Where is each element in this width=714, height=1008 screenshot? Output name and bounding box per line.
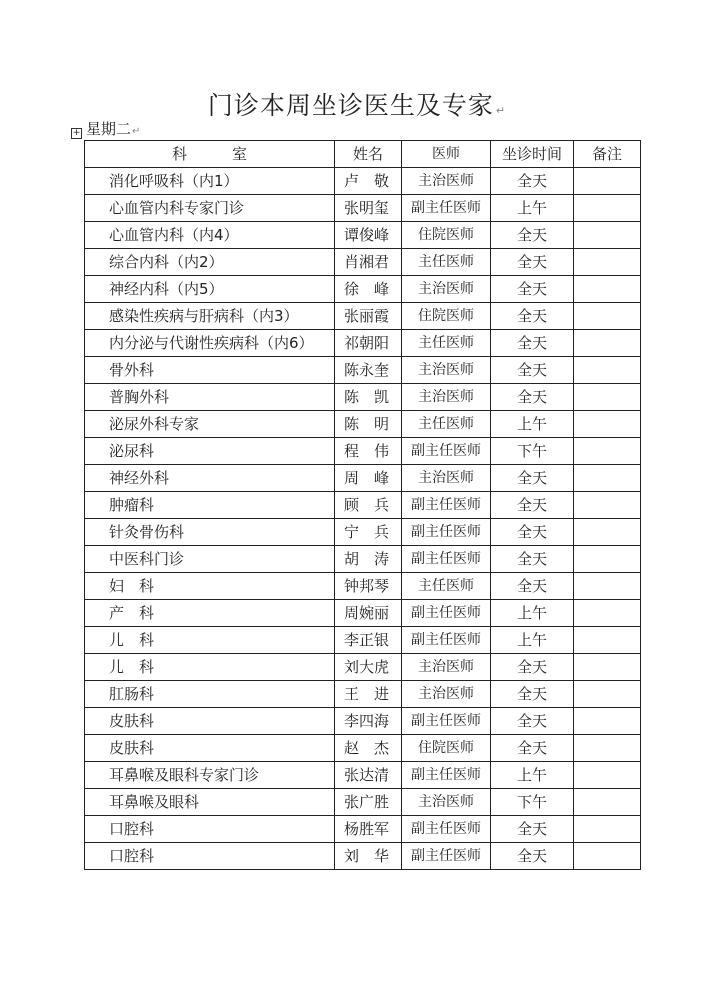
cell-dept: 耳鼻喉及眼科: [85, 789, 335, 816]
table-row: [85, 654, 641, 681]
cell-time: 全天: [491, 249, 574, 276]
cell-title: 主治医师: [402, 276, 491, 303]
cell-note: [574, 654, 641, 681]
cell-dept: 口腔科: [85, 816, 335, 843]
table-row: [85, 789, 641, 816]
cell-title: 副主任医师: [402, 519, 491, 546]
table-row: [85, 843, 641, 870]
cell-dept: 泌尿科: [85, 438, 335, 465]
cell-name: 刘 华: [335, 843, 402, 870]
cell-time: 全天: [491, 519, 574, 546]
cell-note: [574, 357, 641, 384]
cell-name: 周 峰: [335, 465, 402, 492]
cell-dept: 皮肤科: [85, 708, 335, 735]
cell-name: 陈永奎: [335, 357, 402, 384]
cell-dept: 神经外科: [85, 465, 335, 492]
table-row: [85, 816, 641, 843]
cell-name: 钟邦琴: [335, 573, 402, 600]
cell-title: 主治医师: [402, 384, 491, 411]
cell-note: [574, 735, 641, 762]
cell-dept: 中医科门诊: [85, 546, 335, 573]
cell-dept: 皮肤科: [85, 735, 335, 762]
cell-time: 全天: [491, 168, 574, 195]
cell-name: 李四海: [335, 708, 402, 735]
table-row: [85, 168, 641, 195]
cell-note: [574, 222, 641, 249]
cell-title: 主任医师: [402, 411, 491, 438]
header-dept: 科 室: [85, 141, 335, 168]
cell-title: 副主任医师: [402, 546, 491, 573]
cell-title: 主治医师: [402, 465, 491, 492]
cell-dept: 肛肠科: [85, 681, 335, 708]
cell-time: 全天: [491, 222, 574, 249]
cell-name: 陈 凯: [335, 384, 402, 411]
header-note: 备注: [574, 141, 641, 168]
cell-time: 全天: [491, 276, 574, 303]
table-row: [85, 222, 641, 249]
cell-title: 住院医师: [402, 735, 491, 762]
table-row: [85, 276, 641, 303]
table-row: [85, 681, 641, 708]
cell-title: 副主任医师: [402, 492, 491, 519]
cell-title: 副主任医师: [402, 843, 491, 870]
cell-name: 陈 明: [335, 411, 402, 438]
cell-note: [574, 384, 641, 411]
cell-title: 住院医师: [402, 222, 491, 249]
cell-dept: 口腔科: [85, 843, 335, 870]
table-row: [85, 627, 641, 654]
cell-time: 全天: [491, 681, 574, 708]
table-row: [85, 249, 641, 276]
paragraph-mark: ↵: [132, 126, 141, 137]
cell-note: [574, 600, 641, 627]
cell-name: 顾 兵: [335, 492, 402, 519]
cell-note: [574, 168, 641, 195]
cell-time: 全天: [491, 546, 574, 573]
day-text: 星期二: [86, 120, 132, 138]
table-row: [85, 546, 641, 573]
cell-note: [574, 627, 641, 654]
cell-title: 主治医师: [402, 654, 491, 681]
table-row: [85, 465, 641, 492]
header-title: 医师: [402, 141, 491, 168]
cell-note: [574, 789, 641, 816]
cell-time: 全天: [491, 843, 574, 870]
cell-note: [574, 519, 641, 546]
cell-note: [574, 303, 641, 330]
cell-name: 程 伟: [335, 438, 402, 465]
cell-time: 全天: [491, 330, 574, 357]
cell-note: [574, 438, 641, 465]
cell-title: 副主任医师: [402, 708, 491, 735]
cell-time: 全天: [491, 357, 574, 384]
cell-dept: 综合内科（内2）: [85, 249, 335, 276]
cell-dept: 针灸骨伤科: [85, 519, 335, 546]
cell-note: [574, 276, 641, 303]
cell-name: 张明玺: [335, 195, 402, 222]
cell-name: 祁朝阳: [335, 330, 402, 357]
cell-title: 主治医师: [402, 168, 491, 195]
cell-time: 上午: [491, 195, 574, 222]
table-row: [85, 519, 641, 546]
cell-time: 上午: [491, 627, 574, 654]
cell-dept: 妇 科: [85, 573, 335, 600]
cell-time: 上午: [491, 600, 574, 627]
cell-time: 下午: [491, 438, 574, 465]
cell-dept: 心血管内科专家门诊: [85, 195, 335, 222]
cell-note: [574, 195, 641, 222]
table-row: [85, 411, 641, 438]
cell-time: 全天: [491, 492, 574, 519]
header-name: 姓名: [335, 141, 402, 168]
cell-title: 副主任医师: [402, 627, 491, 654]
cell-dept: 内分泌与代谢性疾病科（内6）: [85, 330, 335, 357]
cell-title: 副主任医师: [402, 438, 491, 465]
table-row: [85, 357, 641, 384]
table-row: [85, 303, 641, 330]
cell-name: 刘大虎: [335, 654, 402, 681]
cell-title: 副主任医师: [402, 195, 491, 222]
cell-time: 全天: [491, 465, 574, 492]
title-text: 门诊本周坐诊医生及专家: [207, 91, 494, 120]
cell-time: 上午: [491, 762, 574, 789]
table-row: [85, 330, 641, 357]
cell-name: 赵 杰: [335, 735, 402, 762]
cell-title: 住院医师: [402, 303, 491, 330]
cell-note: [574, 573, 641, 600]
cell-time: 全天: [491, 384, 574, 411]
cell-name: 李正银: [335, 627, 402, 654]
header-time: 坐诊时间: [491, 141, 574, 168]
cell-note: [574, 330, 641, 357]
cell-dept: 消化呼吸科（内1）: [85, 168, 335, 195]
cell-name: 徐 峰: [335, 276, 402, 303]
cell-name: 王 进: [335, 681, 402, 708]
schedule-table: [84, 140, 641, 870]
day-label: [86, 118, 140, 139]
cell-dept: 普胸外科: [85, 384, 335, 411]
cell-dept: 神经内科（内5）: [85, 276, 335, 303]
cell-name: 谭俊峰: [335, 222, 402, 249]
cell-note: [574, 249, 641, 276]
table-row: [85, 735, 641, 762]
cell-dept: 感染性疾病与肝病科（内3）: [85, 303, 335, 330]
table-row: [85, 438, 641, 465]
cell-time: 下午: [491, 789, 574, 816]
cell-note: [574, 762, 641, 789]
cell-note: [574, 411, 641, 438]
cell-dept: 心血管内科（内4）: [85, 222, 335, 249]
table-row: [85, 573, 641, 600]
cell-title: 副主任医师: [402, 816, 491, 843]
cell-name: 张达清: [335, 762, 402, 789]
cell-name: 卢 敬: [335, 168, 402, 195]
cell-time: 全天: [491, 573, 574, 600]
cell-time: 全天: [491, 303, 574, 330]
cell-dept: 儿 科: [85, 627, 335, 654]
cell-name: 肖湘君: [335, 249, 402, 276]
cell-title: 副主任医师: [402, 600, 491, 627]
cell-title: 主治医师: [402, 789, 491, 816]
cell-time: 全天: [491, 816, 574, 843]
table-row: [85, 600, 641, 627]
cell-note: [574, 681, 641, 708]
cell-title: 主治医师: [402, 681, 491, 708]
page-title: [0, 86, 714, 122]
cell-name: 张丽霞: [335, 303, 402, 330]
cell-title: 主任医师: [402, 330, 491, 357]
cell-title: 主任医师: [402, 573, 491, 600]
cell-note: [574, 816, 641, 843]
table-row: [85, 492, 641, 519]
table-move-handle-icon[interactable]: +: [72, 128, 81, 138]
table-row: [85, 708, 641, 735]
cell-name: 杨胜军: [335, 816, 402, 843]
table-body: [85, 168, 641, 870]
cell-time: 全天: [491, 708, 574, 735]
cell-title: 主任医师: [402, 249, 491, 276]
paragraph-mark: ↵: [495, 104, 507, 117]
cell-title: 主治医师: [402, 357, 491, 384]
cell-dept: 产 科: [85, 600, 335, 627]
cell-dept: 泌尿外科专家: [85, 411, 335, 438]
cell-note: [574, 546, 641, 573]
cell-note: [574, 708, 641, 735]
cell-time: 上午: [491, 411, 574, 438]
cell-name: 宁 兵: [335, 519, 402, 546]
cell-dept: 儿 科: [85, 654, 335, 681]
cell-note: [574, 465, 641, 492]
header-row: [85, 141, 641, 168]
cell-note: [574, 843, 641, 870]
cell-note: [574, 492, 641, 519]
cell-name: 胡 涛: [335, 546, 402, 573]
cell-name: 周婉丽: [335, 600, 402, 627]
table-row: [85, 195, 641, 222]
cell-time: 全天: [491, 654, 574, 681]
cell-dept: 骨外科: [85, 357, 335, 384]
cell-title: 副主任医师: [402, 762, 491, 789]
cell-dept: 耳鼻喉及眼科专家门诊: [85, 762, 335, 789]
table-row: [85, 762, 641, 789]
cell-dept: 肿瘤科: [85, 492, 335, 519]
cell-name: 张广胜: [335, 789, 402, 816]
cell-time: 全天: [491, 735, 574, 762]
table-row: [85, 384, 641, 411]
